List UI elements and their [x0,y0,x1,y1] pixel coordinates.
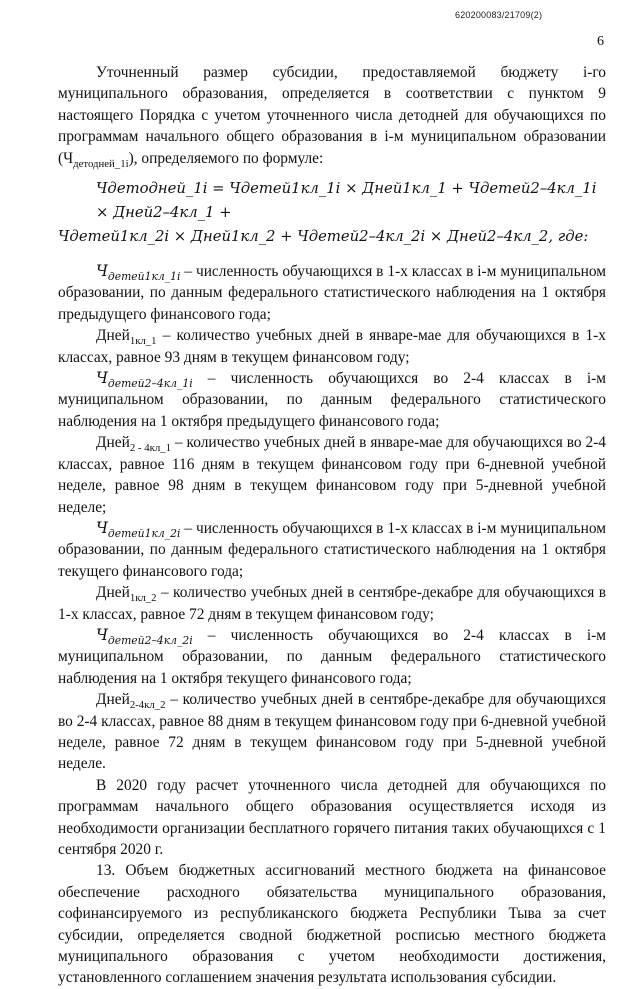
definition-subscript: 1кл_2 [129,592,157,605]
intro-subscript: детодней_1i [73,157,129,170]
definition-subscript: 2 - 4кл_1 [129,442,172,455]
definition-text: – количество учебных дней в январе-мае для обучающихся во 2-4 классах, равное 116 дням в текущем финансовом году при 6-дневной учебной неделе, равное 98 дням в текущем финансовом году при 5-дневной учебной неделе; [58,434,606,516]
page-number: 6 [597,34,604,49]
definition-item [58,325,606,368]
definition-symbol: Ч [96,518,108,537]
intro-paragraph [58,62,606,169]
definition-subscript: детей1кл_2i [107,526,181,540]
definition-item [58,582,606,625]
definition-text: – численность обучающихся во 2-4 классах в i-м муниципальном образовании, по данным федерального статистического наблюдения на 1 октября текущего финансового года; [58,626,606,687]
definition-text: – численность обучающихся в 1-х классах в i-м муниципальном образовании, по данным федерального статистического наблюдения на 1 октября предыдущего финансового года; [58,263,606,323]
intro-tail: ), определяемого по формуле: [128,149,324,167]
document-id: 620200083/21709(2) [455,10,543,20]
definition-text: – численность обучающихся в 1-х классах в i-м муниципальном образовании, по данным федерального статистического наблюдения на 1 октября текущего финансового года; [58,519,606,580]
definition-item [58,518,606,582]
definition-subscript: детей2–4кл_2i [107,634,193,648]
definition-item [58,261,606,325]
definition-item [58,432,606,518]
definition-subscript: детей1кл_1i [107,270,181,284]
definition-text: – численность обучающихся во 2-4 классах в i-м муниципальном образовании, по данным федерального статистического наблюдения на 1 октября предыдущего финансового года; [58,370,606,430]
intro-text: Уточненный размер субсидии, предоставляемой бюджету i-го муниципального образования, определяется в соответствии с пунктом 9 настоящего Порядка с учетом уточненного числа детодней для обучающихся по программам начального общего образования в i-м муниципальном образовании (Ч [58,64,606,167]
definition-subscript: 1кл_1 [129,335,157,348]
definition-text: – количество учебных дней в сентябре-декабре для обучающихся во 2-4 классах, равное 88 дням в текущем финансовом году при 6-дневной учебной неделе, равное 72 дням в текущем финансовом году при 5-дневной учебной неделе. [58,691,606,773]
document-body [58,62,606,989]
definition-symbol: Ч [96,262,108,281]
definition-symbol: Дней [96,327,130,345]
formula-line-1: Чдетодней_1i = Чдетей1кл_1i × Дней1кл_1 + Чдетей2–4кл_1i × Дней2–4кл_1 + [96,180,597,222]
definition-item [58,368,606,432]
paragraph-13: 13. Объем бюджетных ассигнований местного бюджета на финансовое обеспечение расходного обязательства муниципального образования, софинансируемого из республиканского бюджета Республики Тыва за счет субсидии, определяется сводной бюджетной росписью местного бюджета муниципального образования с учетом необходимости достижения, установленного соглашением значения результата использования субсидии. [58,862,606,987]
definition-symbol: Дней [96,584,130,602]
definition-item [58,625,606,689]
definition-symbol: Дней [96,691,130,709]
definition-item [58,689,606,775]
definition-subscript: 2-4кл_2 [129,699,166,712]
definition-symbol: Ч [96,369,108,388]
formula [58,177,606,249]
definition-text: – количество учебных дней в сентябре-декабре для обучающихся в 1-х классах, равное 72 дням в текущем финансовом году; [58,584,606,623]
definition-text: – количество учебных дней в январе-мае для обучающихся в 1-х классах, равное 93 дням в текущем финансовом году; [58,327,606,366]
definition-subscript: детей2–4кл_1i [107,377,193,391]
paragraph-2020: В 2020 году расчет уточненного числа детодней для обучающихся по программам начального общего образования осуществляется исходя из необходимости организации бесплатного горячего питания таких обучающихся с 1 сентября 2020 г. [58,776,606,858]
formula-line-2: Чдетей1кл_2i × Дней1кл_2 + Чдетей2–4кл_2i × Дней2–4кл_2, где: [58,228,589,246]
definition-symbol: Дней [96,434,130,452]
definitions-list [58,261,606,775]
definition-symbol: Ч [96,625,108,644]
